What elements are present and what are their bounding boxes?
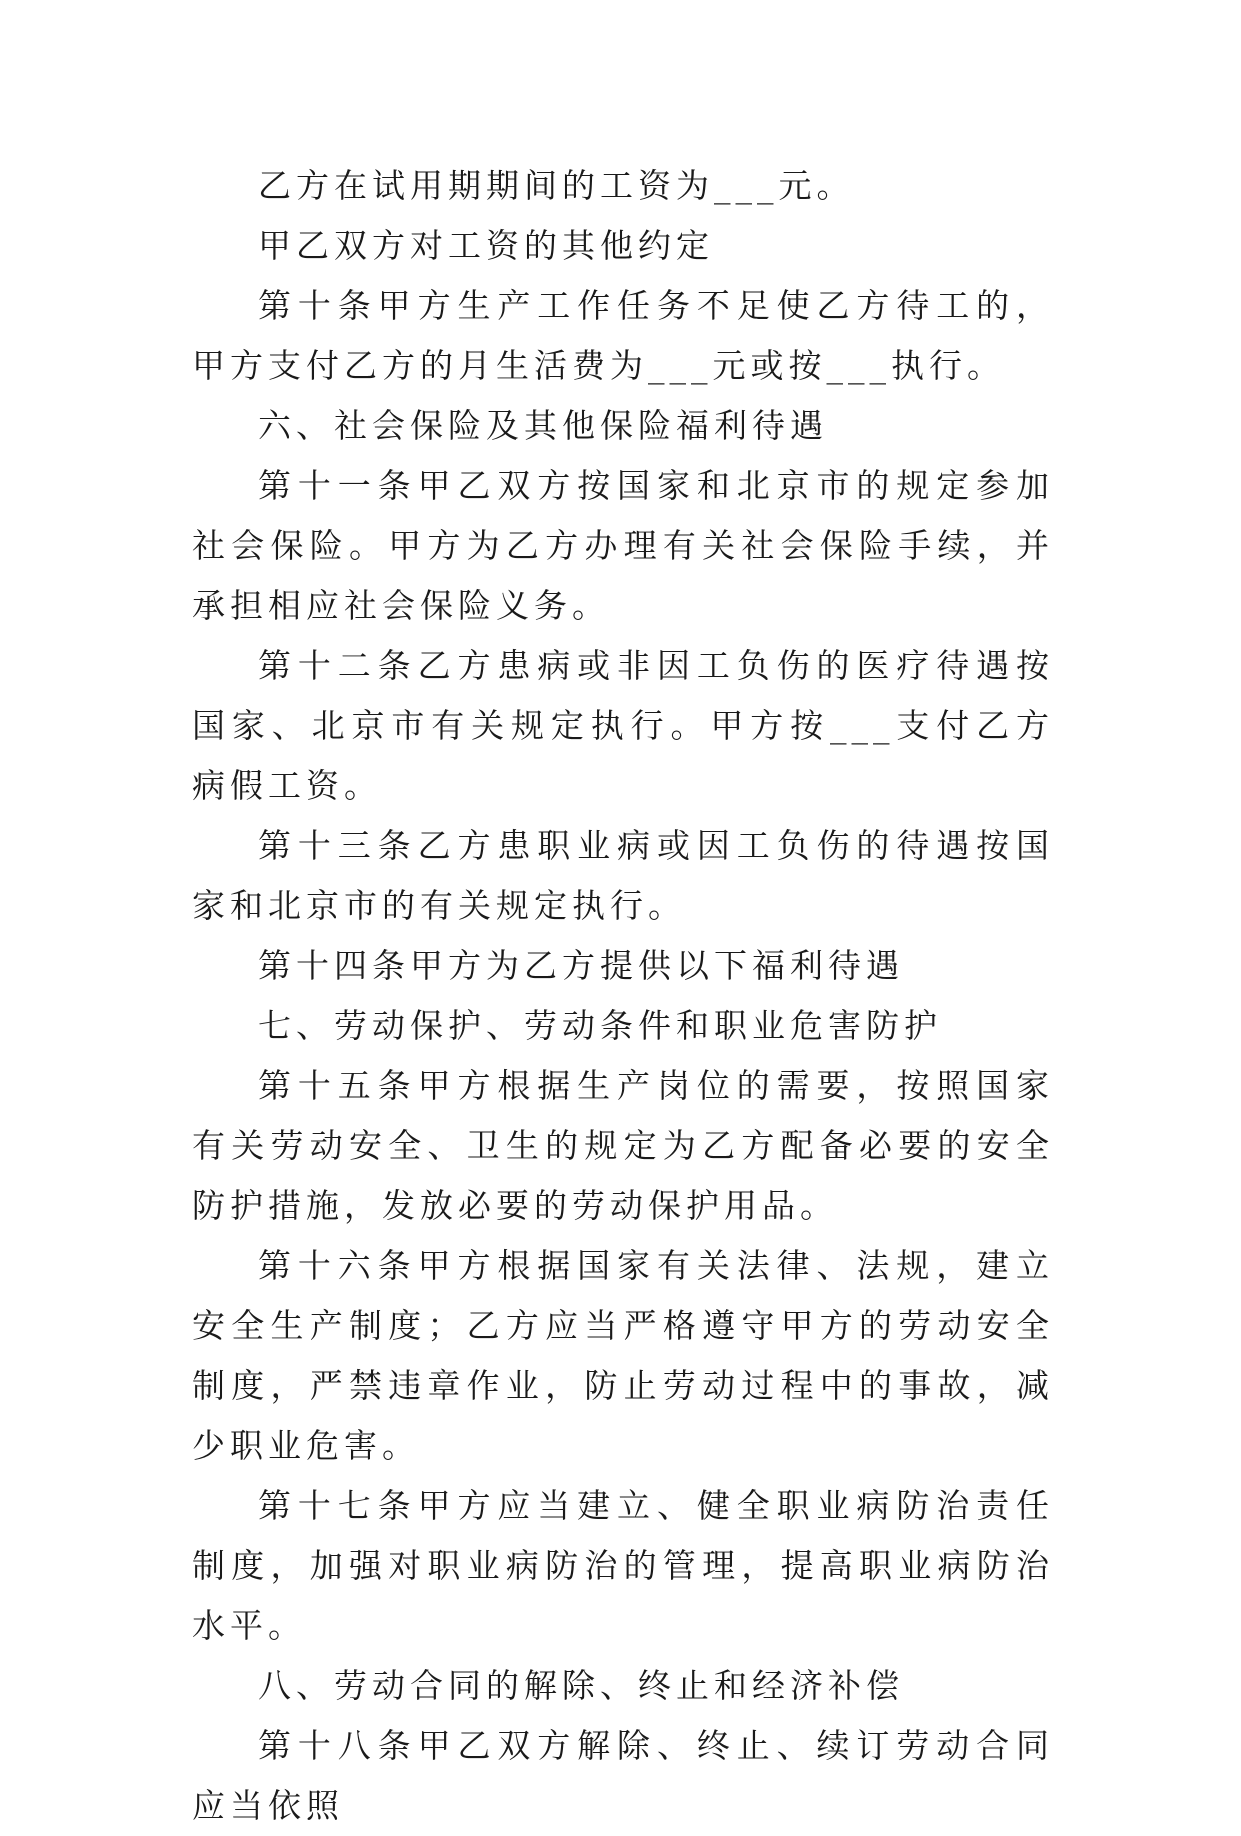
- paragraph-article-17: 第十七条甲方应当建立、健全职业病防治责任制度，加强对职业病防治的管理，提高职业病防治水平。: [192, 1486, 1054, 1645]
- paragraph-other-salary-terms: 甲乙双方对工资的其他约定: [258, 226, 714, 265]
- section-heading-termination: 八、劳动合同的解除、终止和经济补偿: [258, 1666, 904, 1705]
- paragraph-article-14: 第十四条甲方为乙方提供以下福利待遇: [258, 946, 904, 985]
- paragraph-article-18: 第十八条甲乙双方解除、终止、续订劳动合同应当依照: [192, 1726, 1054, 1825]
- document-body: [192, 156, 1054, 1836]
- paragraph-article-15: 第十五条甲方根据生产岗位的需要，按照国家有关劳动安全、卫生的规定为乙方配备必要的安全防护措施，发放必要的劳动保护用品。: [192, 1066, 1054, 1225]
- paragraph-article-10: 第十条甲方生产工作任务不足使乙方待工的，甲方支付乙方的月生活费为___元或按___执行。: [192, 286, 1054, 385]
- section-heading-social-insurance: 六、社会保险及其他保险福利待遇: [258, 406, 828, 445]
- paragraph-probation-salary: 乙方在试用期期间的工资为___元。: [258, 166, 855, 205]
- paragraph-article-13: 第十三条乙方患职业病或因工负伤的待遇按国家和北京市的有关规定执行。: [192, 826, 1054, 925]
- paragraph-article-16: 第十六条甲方根据国家有关法律、法规，建立安全生产制度；乙方应当严格遵守甲方的劳动安全制度，严禁违章作业，防止劳动过程中的事故，减少职业危害。: [192, 1246, 1054, 1465]
- paragraph-article-11: 第十一条甲乙双方按国家和北京市的规定参加社会保险。甲方为乙方办理有关社会保险手续，并承担相应社会保险义务。: [192, 466, 1054, 625]
- paragraph-article-12: 第十二条乙方患病或非因工负伤的医疗待遇按国家、北京市有关规定执行。甲方按___支付乙方病假工资。: [192, 646, 1054, 805]
- section-heading-labor-protection: 七、劳动保护、劳动条件和职业危害防护: [258, 1006, 942, 1045]
